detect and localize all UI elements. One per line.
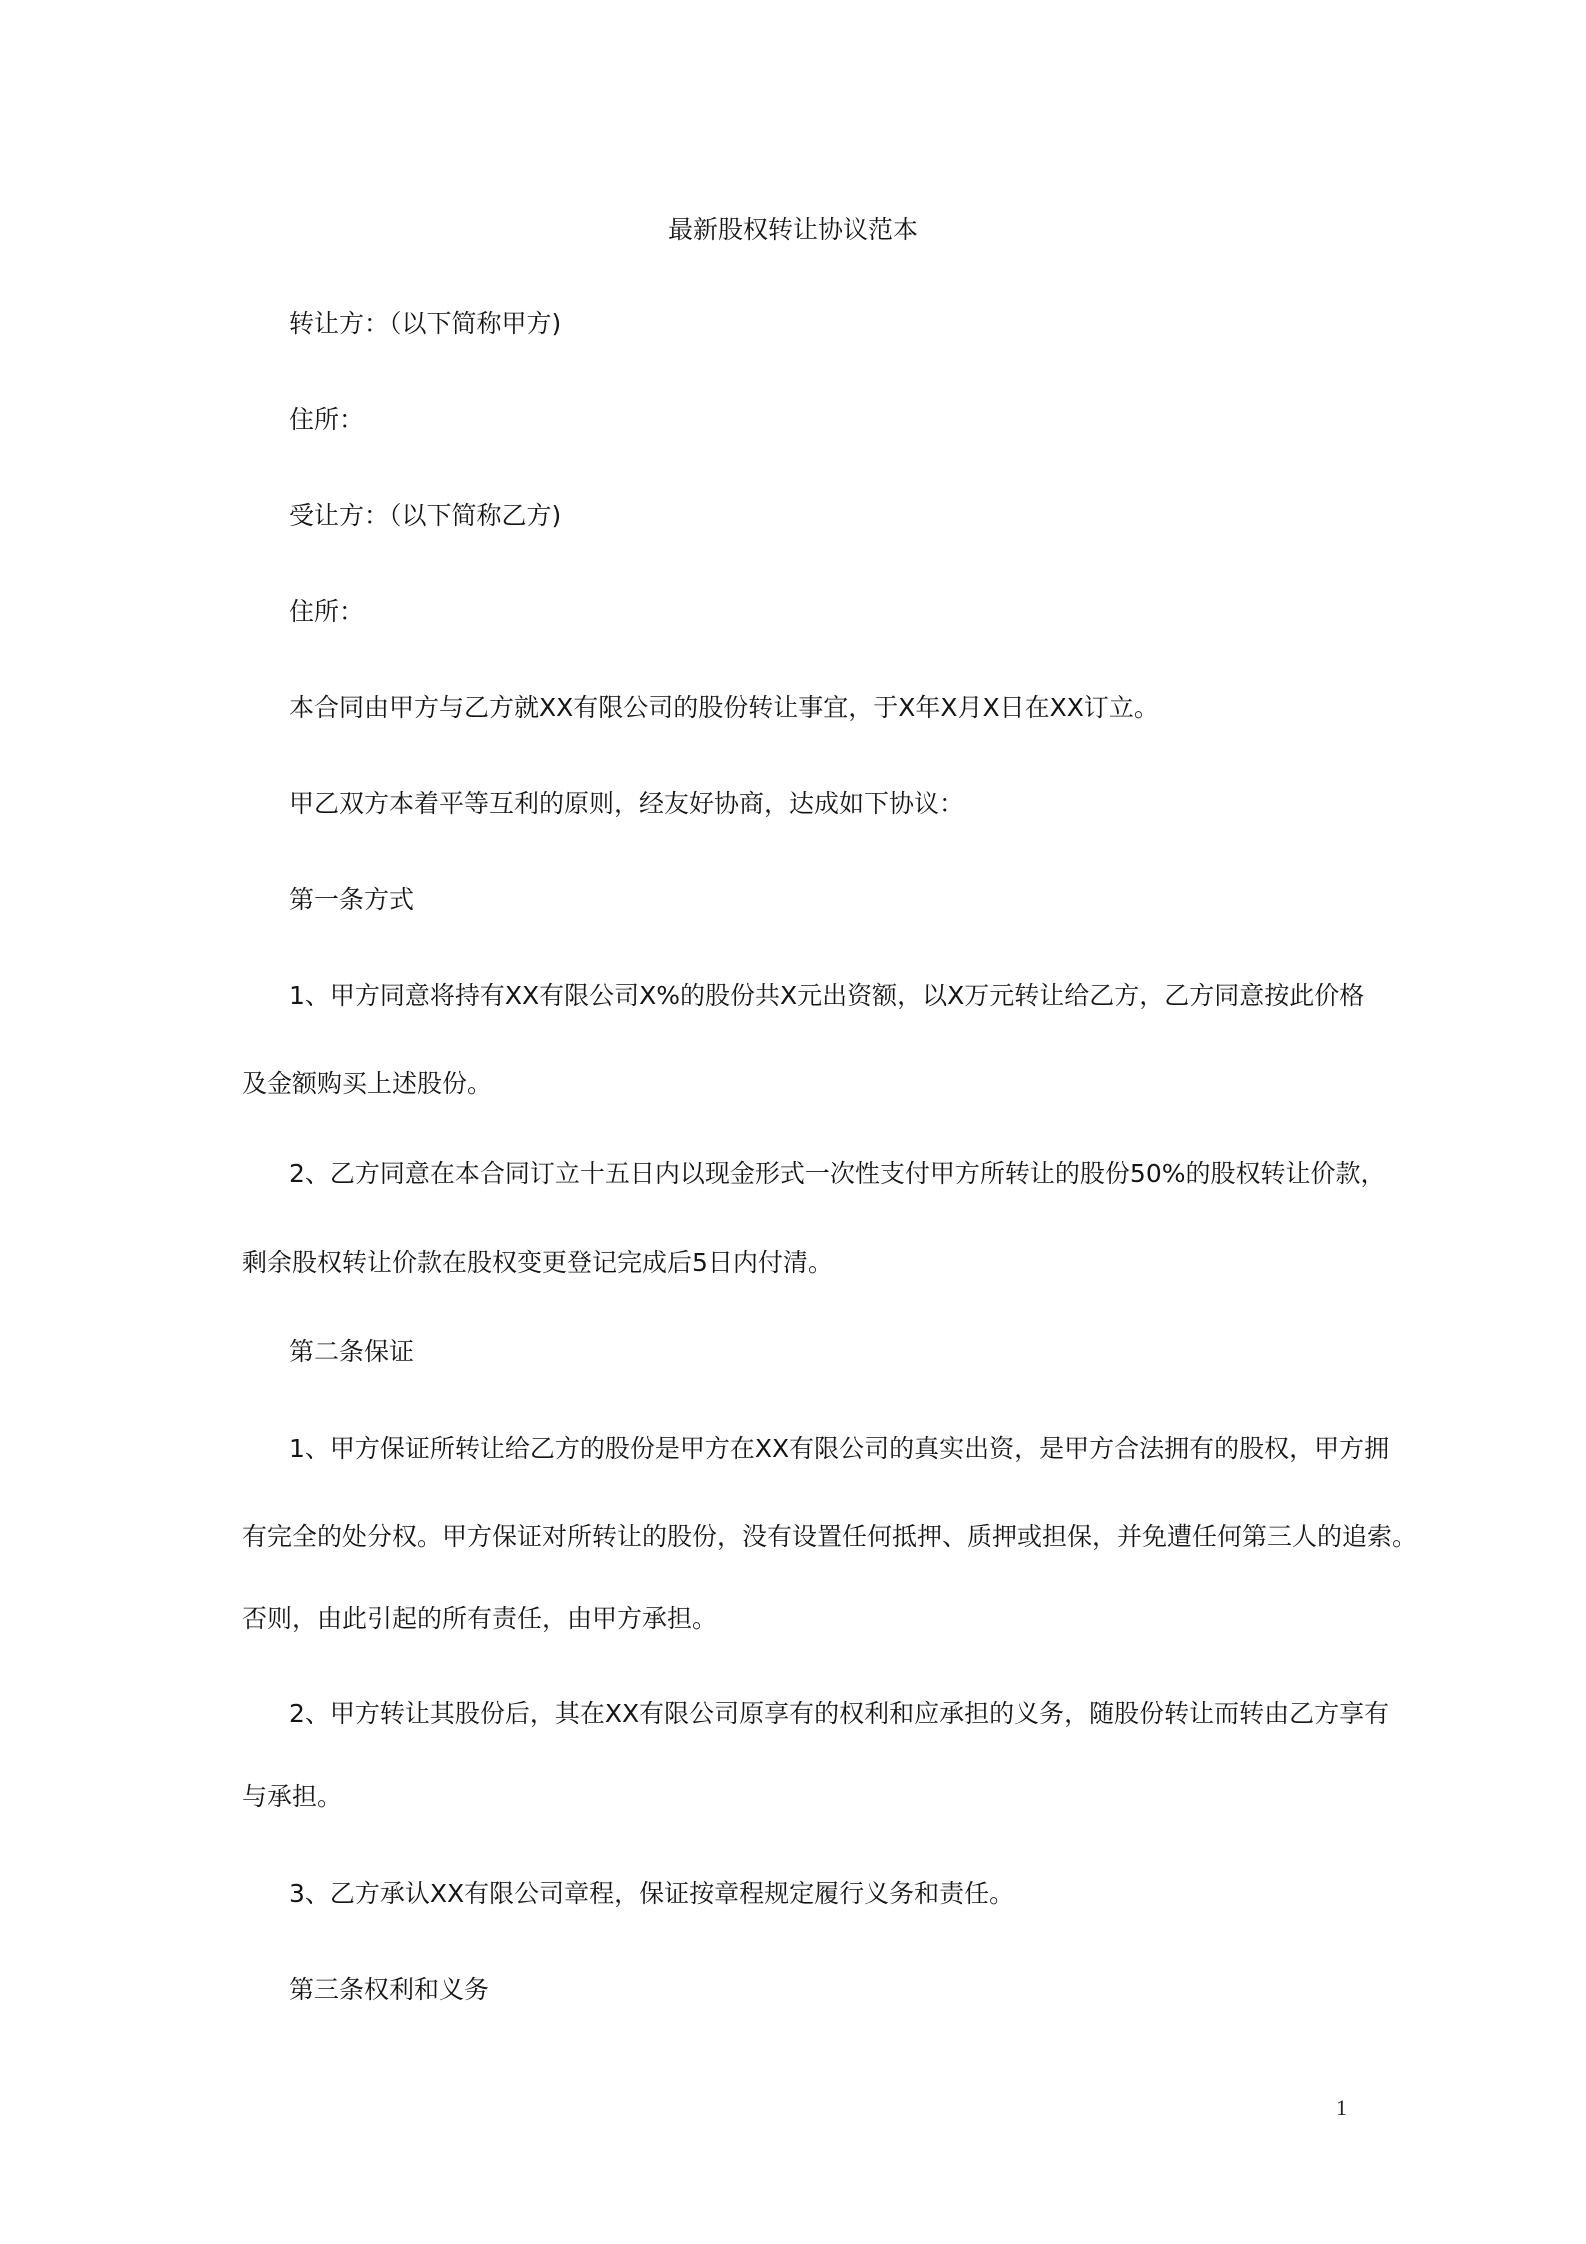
transferee-address-line: 住所： bbox=[289, 597, 365, 626]
article-two-clause-three-line: 3、乙方承认XX有限公司章程，保证按章程规定履行义务和责任。 bbox=[289, 1879, 1015, 1908]
document-title: 最新股权转让协议范本 bbox=[667, 215, 918, 244]
transferor-line: 转让方：（以下简称甲方) bbox=[289, 309, 562, 338]
article-one-heading: 第一条方式 bbox=[289, 885, 415, 914]
article-one-clause-one-line-2: 及金额购买上述股份。 bbox=[242, 1069, 493, 1098]
transferee-line: 受让方：（以下简称乙方) bbox=[289, 501, 562, 530]
agreement-principle-line: 甲乙双方本着平等互利的原则，经友好协商，达成如下协议： bbox=[289, 789, 965, 818]
article-one-clause-two-line-1: 2、乙方同意在本合同订立十五日内以现金形式一次性支付甲方所转让的股份50%的股权转让价款， bbox=[289, 1159, 1386, 1188]
article-two-clause-two-line-1: 2、甲方转让其股份后，其在XX有限公司原享有的权利和应承担的义务，随股份转让而转由乙方享有 bbox=[289, 1699, 1390, 1728]
article-one-clause-one-line-1: 1、甲方同意将持有XX有限公司X%的股份共X元出资额，以X万元转让给乙方，乙方同意按此价格 bbox=[289, 981, 1365, 1010]
article-two-clause-one-line-3: 否则，由此引起的所有责任，由甲方承担。 bbox=[242, 1604, 718, 1633]
article-two-heading: 第二条保证 bbox=[289, 1337, 415, 1366]
article-two-clause-one-line-2: 有完全的处分权。甲方保证对所转让的股份，没有设置任何抵押、质押或担保，并免遭任何第三人的追索。 bbox=[242, 1522, 1418, 1551]
article-two-clause-two-line-2: 与承担。 bbox=[242, 1782, 343, 1811]
article-one-clause-two-line-2: 剩余股权转让价款在股权变更登记完成后5日内付清。 bbox=[242, 1248, 833, 1277]
article-two-clause-one-line-1: 1、甲方保证所转让给乙方的股份是甲方在XX有限公司的真实出资，是甲方合法拥有的股权，甲方拥 bbox=[289, 1434, 1390, 1463]
contract-intro-line: 本合同由甲方与乙方就XX有限公司的股份转让事宜，于X年X月X日在XX订立。 bbox=[289, 693, 1159, 722]
page-number: 1 bbox=[1336, 2095, 1347, 2120]
transferor-address-line: 住所： bbox=[289, 405, 365, 434]
article-three-heading: 第三条权利和义务 bbox=[289, 1975, 490, 2004]
